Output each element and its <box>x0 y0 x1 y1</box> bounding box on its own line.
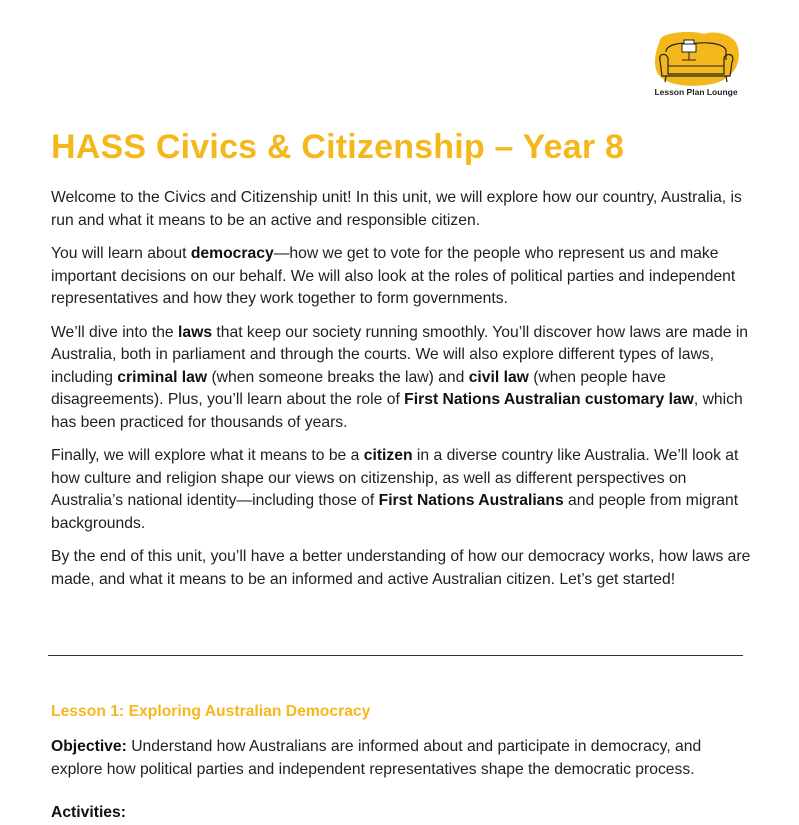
bold-term: First Nations Australians <box>378 492 564 509</box>
bold-term: civil law <box>468 368 529 386</box>
lesson-1-objective <box>51 736 751 781</box>
text-run: and people from migrant backgrounds. <box>51 492 739 532</box>
activities-label: Activities: <box>51 804 126 821</box>
intro-section <box>51 187 751 602</box>
text-run: , which has been practiced for thousands of years. <box>51 391 743 431</box>
intro-paragraph-5: By the end of this unit, you’ll have a better understanding of how our democracy works, how laws are made, and what it means to be an informed and active Australian citizen. Let’s get started! <box>51 548 751 588</box>
page-title: HASS Civics & Citizenship – Year 8 <box>51 128 625 166</box>
text-run: Finally, we will explore what it means to be a <box>51 447 364 464</box>
bold-term: laws <box>178 323 213 341</box>
text-run: that keep our society running smoothly. You’ll discover how laws are made in Australia, both in parliament and through the courts. We will also explore different types of laws, including <box>51 323 749 386</box>
text-run: —how we get to vote for the people who represent us and make important decisions on our behalf. We will also look at the roles of political parties and independent representatives and how they work together to form governments. <box>51 245 736 307</box>
intro-paragraph-1: Welcome to the Civics and Citizenship unit! In this unit, we will explore how our country, Australia, is run and what it means to be an active and responsible citizen. <box>51 189 742 229</box>
intro-paragraph-4 <box>51 445 751 535</box>
text-run: in a diverse country like Australia. We’ll look at how culture and religion shape our views on citizenship, as well as different perspectives on Australia’s national identity—including those of <box>51 447 739 509</box>
bold-term: criminal law <box>117 368 208 386</box>
objective-text: Understand how Australians are informed about and participate in democracy, and explore how political parties and independent representatives shape the democratic process. <box>51 738 702 778</box>
intro-paragraph-3 <box>51 322 751 435</box>
bold-term: democracy <box>190 245 274 262</box>
objective-label: Objective: <box>51 738 127 755</box>
text-run: (when people have disagreements). Plus, you’ll learn about the role of <box>51 368 666 408</box>
text-run: You will learn about <box>51 245 191 262</box>
lesson-1-heading: Lesson 1: Exploring Australian Democracy <box>51 703 371 720</box>
text-run: We’ll dive into the <box>51 323 179 341</box>
logo-text: Lesson Plan Lounge <box>654 87 738 97</box>
section-divider <box>48 655 743 656</box>
sofa-icon <box>652 30 740 88</box>
text-run: (when someone breaks the law) and <box>207 368 469 386</box>
intro-paragraph-2 <box>51 243 751 311</box>
bold-term: citizen <box>363 447 413 464</box>
logo <box>648 28 744 100</box>
bold-term: First Nations Australian customary law <box>404 391 694 408</box>
